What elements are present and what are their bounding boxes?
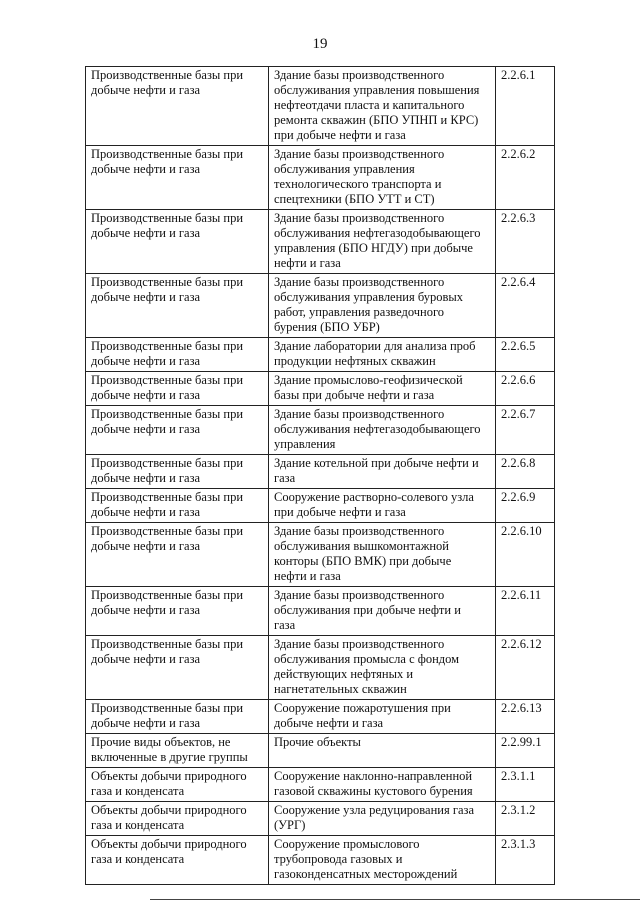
table-row — [86, 836, 555, 885]
object-cell: Здание базы производственного обслуживания при добыче нефти и газа — [269, 587, 496, 636]
group-cell: Производственные базы при добыче нефти и газа — [86, 636, 269, 700]
code-cell: 2.3.1.1 — [496, 768, 555, 802]
group-cell: Производственные базы при добыче нефти и газа — [86, 406, 269, 455]
table-row — [86, 636, 555, 700]
object-cell: Здание котельной при добыче нефти и газа — [269, 455, 496, 489]
group-cell: Производственные базы при добыче нефти и газа — [86, 372, 269, 406]
code-cell: 2.2.6.10 — [496, 523, 555, 587]
code-cell: 2.2.6.13 — [496, 700, 555, 734]
table-row — [86, 274, 555, 338]
objects-table — [85, 66, 555, 885]
group-cell: Производственные базы при добыче нефти и газа — [86, 338, 269, 372]
table-row — [86, 802, 555, 836]
table-body — [86, 67, 555, 885]
group-cell: Производственные базы при добыче нефти и газа — [86, 210, 269, 274]
code-cell: 2.3.1.2 — [496, 802, 555, 836]
table-row — [86, 210, 555, 274]
group-cell: Объекты добычи природного газа и конденсата — [86, 836, 269, 885]
group-cell: Производственные базы при добыче нефти и газа — [86, 587, 269, 636]
group-cell: Производственные базы при добыче нефти и газа — [86, 489, 269, 523]
code-cell: 2.2.99.1 — [496, 734, 555, 768]
object-cell: Здание базы производственного обслуживания промысла с фондом действующих нефтяных и нагнетательных скважин — [269, 636, 496, 700]
group-cell: Производственные базы при добыче нефти и газа — [86, 146, 269, 210]
object-cell: Здание промыслово-геофизической базы при добыче нефти и газа — [269, 372, 496, 406]
object-cell: Здание базы производственного обслуживания управления повышения нефтеотдачи пласта и капитального ремонта скважин (БПО УПНП и КРС) при добыче нефти и газа — [269, 67, 496, 146]
code-cell: 2.3.1.3 — [496, 836, 555, 885]
table-row — [86, 523, 555, 587]
object-cell: Сооружение растворно-солевого узла при добыче нефти и газа — [269, 489, 496, 523]
code-cell: 2.2.6.6 — [496, 372, 555, 406]
table-row — [86, 768, 555, 802]
table-row — [86, 700, 555, 734]
code-cell: 2.2.6.11 — [496, 587, 555, 636]
table-row — [86, 338, 555, 372]
scan-edge-line — [150, 899, 640, 900]
object-cell: Сооружение узла редуцирования газа (УРГ) — [269, 802, 496, 836]
object-cell: Здание базы производственного обслуживания вышкомонтажной конторы (БПО ВМК) при добыче нефти и газа — [269, 523, 496, 587]
table-row — [86, 406, 555, 455]
object-cell: Здание базы производственного обслуживания управления технологического транспорта и спецтехники (БПО УТТ и СТ) — [269, 146, 496, 210]
code-cell: 2.2.6.3 — [496, 210, 555, 274]
group-cell: Прочие виды объектов, не включенные в другие группы — [86, 734, 269, 768]
object-cell: Сооружение наклонно-направленной газовой скважины кустового бурения — [269, 768, 496, 802]
code-cell: 2.2.6.8 — [496, 455, 555, 489]
object-cell: Здание базы производственного обслуживания нефтегазодобывающего управления — [269, 406, 496, 455]
group-cell: Производственные базы при добыче нефти и газа — [86, 523, 269, 587]
table-row — [86, 372, 555, 406]
table-row — [86, 489, 555, 523]
table-row — [86, 734, 555, 768]
table-row — [86, 146, 555, 210]
page-number: 19 — [312, 36, 328, 52]
group-cell: Производственные базы при добыче нефти и газа — [86, 274, 269, 338]
group-cell: Производственные базы при добыче нефти и газа — [86, 455, 269, 489]
group-cell: Объекты добычи природного газа и конденсата — [86, 768, 269, 802]
object-cell: Здание лаборатории для анализа проб продукции нефтяных скважин — [269, 338, 496, 372]
code-cell: 2.2.6.5 — [496, 338, 555, 372]
table-row — [86, 67, 555, 146]
code-cell: 2.2.6.2 — [496, 146, 555, 210]
code-cell: 2.2.6.7 — [496, 406, 555, 455]
group-cell: Объекты добычи природного газа и конденсата — [86, 802, 269, 836]
object-cell: Прочие объекты — [269, 734, 496, 768]
object-cell: Сооружение промыслового трубопровода газовых и газоконденсатных месторождений — [269, 836, 496, 885]
code-cell: 2.2.6.9 — [496, 489, 555, 523]
code-cell: 2.2.6.4 — [496, 274, 555, 338]
object-cell: Здание базы производственного обслуживания управления буровых работ, управления разведочного бурения (БПО УБР) — [269, 274, 496, 338]
group-cell: Производственные базы при добыче нефти и газа — [86, 700, 269, 734]
table-row — [86, 587, 555, 636]
object-cell: Здание базы производственного обслуживания нефтегазодобывающего управления (БПО НГДУ) при добыче нефти и газа — [269, 210, 496, 274]
code-cell: 2.2.6.12 — [496, 636, 555, 700]
object-cell: Сооружение пожаротушения при добыче нефти и газа — [269, 700, 496, 734]
group-cell: Производственные базы при добыче нефти и газа — [86, 67, 269, 146]
code-cell: 2.2.6.1 — [496, 67, 555, 146]
table-row — [86, 455, 555, 489]
